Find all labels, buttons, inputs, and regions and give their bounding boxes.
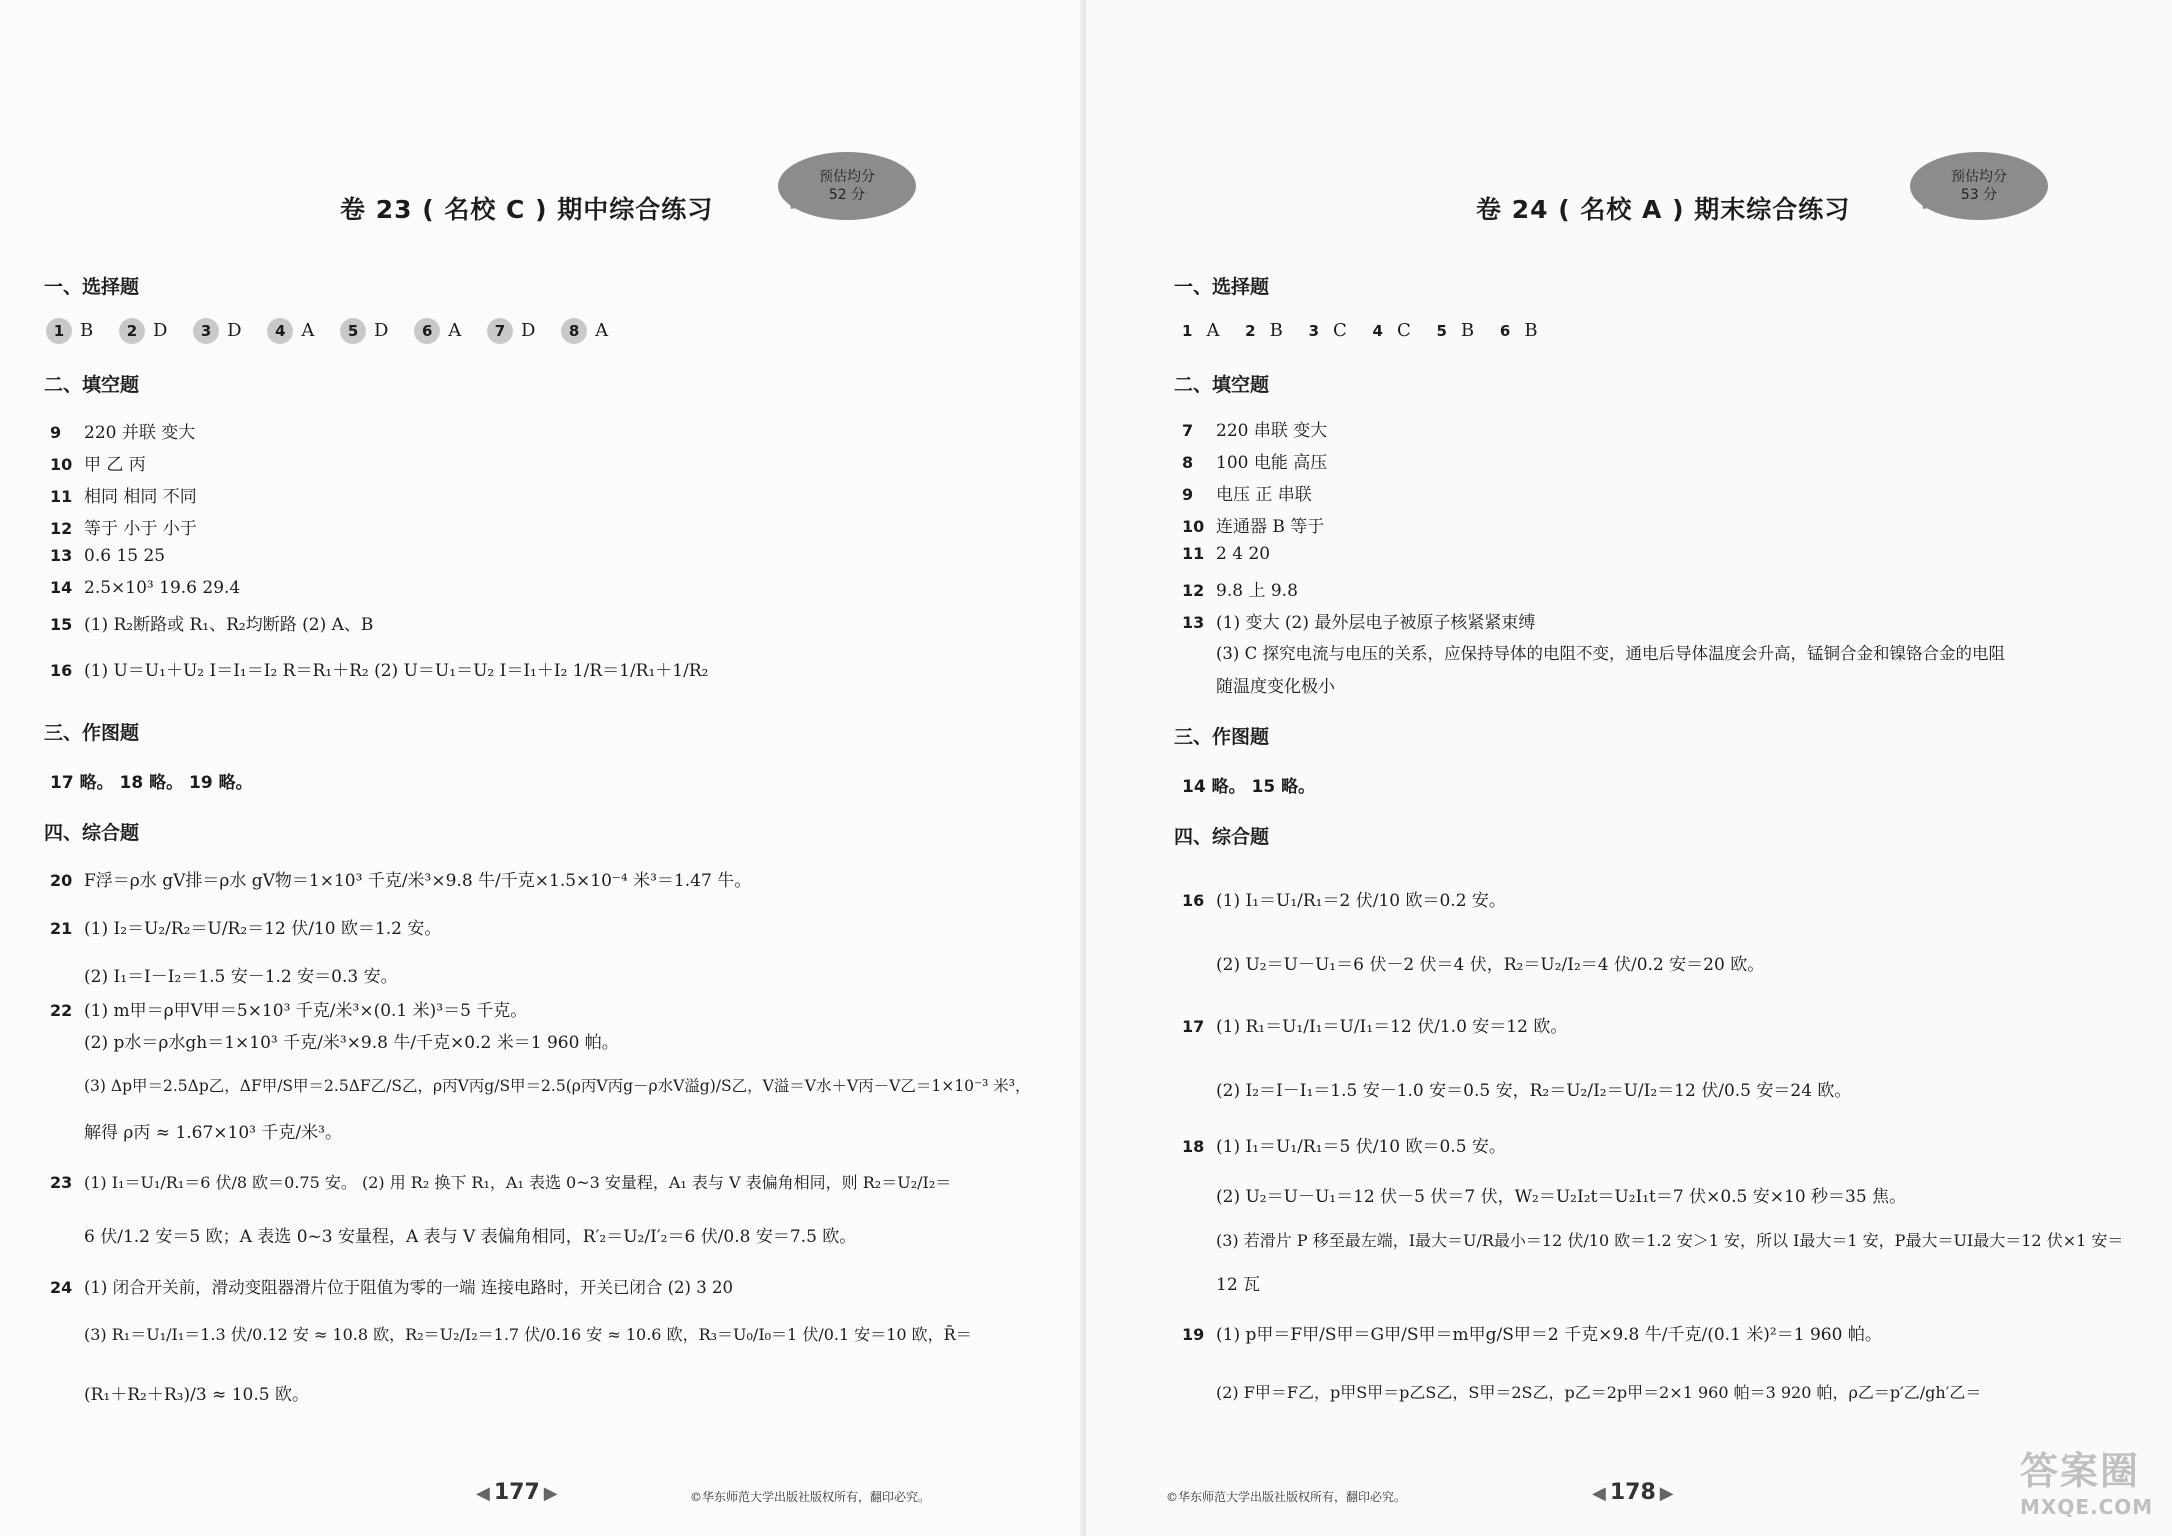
answer-line: 11 2 4 20 xyxy=(1182,544,1271,564)
section-heading: 一、选择题 xyxy=(1174,276,1270,298)
answer-line: (2) I₂＝I－I₁＝1.5 安－1.0 安＝0.5 安，R₂＝U₂/I₂＝U/I₂＝12 伏/0.5 安＝24 欧。 xyxy=(1216,1081,1852,1101)
answer-line: 21 (1) I₂＝U₂/R₂＝U/R₂＝12 伏/10 欧＝1.2 安。 xyxy=(50,919,442,939)
choice-answers xyxy=(46,318,628,344)
page-number: ◀ 177 ▶ xyxy=(476,1480,558,1505)
answer-line: 随温度变化极小 xyxy=(1216,677,1335,697)
section-heading: 二、填空题 xyxy=(44,374,140,396)
choice-answers xyxy=(1182,320,1558,341)
answer-line: (2) p水＝ρ水gh＝1×10³ 千克/米³×9.8 牛/千克×0.2 米＝1 960 帕。 xyxy=(84,1033,619,1053)
badge-label: 预估均分 xyxy=(819,169,875,185)
answer-line: (2) F甲＝F乙，p甲S甲＝p乙S乙，S甲＝2S乙，p乙＝2p甲＝2×1 960 帕＝3 920 帕，ρ乙＝p′乙/gh′乙＝ xyxy=(1216,1383,1982,1402)
answer-line: 16 (1) I₁＝U₁/R₁＝2 伏/10 欧＝0.2 安。 xyxy=(1182,891,1506,911)
answer-line: 23 (1) I₁＝U₁/R₁＝6 伏/8 欧＝0.75 安。 (2) 用 R₂ 换下 R₁，A₁ 表选 0~3 安量程，A₁ 表与 V 表偏角相同，则 R₂＝U₂/I₂＝ xyxy=(50,1173,952,1192)
answer-line: 13 0.6 15 25 xyxy=(50,546,166,566)
answer-line: 11 相同 相同 不同 xyxy=(50,487,197,507)
answer-line: 18 (1) I₁＝U₁/R₁＝5 伏/10 欧＝0.5 安。 xyxy=(1182,1137,1506,1157)
badge-value: 52 分 xyxy=(828,187,866,203)
score-badge xyxy=(778,152,916,220)
section-heading: 三、作图题 xyxy=(44,722,140,744)
score-badge xyxy=(1910,152,2048,220)
page-title: 卷 24 ( 名校 A ) 期末综合练习 xyxy=(1476,195,1851,224)
choice-item: 4 C xyxy=(1372,320,1411,341)
answer-line: 12 瓦 xyxy=(1216,1275,1261,1295)
page-title: 卷 23 ( 名校 C ) 期中综合练习 xyxy=(340,195,714,224)
answer-line: (2) I₁＝I－I₂＝1.5 安－1.2 安＝0.3 安。 xyxy=(84,967,398,987)
answer-line: 9 电压 正 串联 xyxy=(1182,485,1312,505)
choice-item: 7 D xyxy=(487,318,535,344)
answer-line: (3) Δp甲＝2.5Δp乙，ΔF甲/S甲＝2.5ΔF乙/S乙，ρ丙V丙g/S甲＝2.5(ρ丙V丙g－ρ水V溢g)/S乙，V溢＝V水＋V丙－V乙＝1×10⁻³ 米³， xyxy=(84,1077,1031,1095)
answer-line: 15 (1) R₂断路或 R₁、R₂均断路 (2) A、B xyxy=(50,615,374,635)
section-heading: 二、填空题 xyxy=(1174,374,1270,396)
copyright-notice: ©华东师范大学出版社版权所有，翻印必究。 xyxy=(1166,1490,1407,1504)
choice-item: 6 A xyxy=(414,318,461,344)
answer-line: 14 略。 15 略。 xyxy=(1182,777,1316,797)
choice-item: 5 D xyxy=(340,318,388,344)
choice-item: 5 B xyxy=(1436,320,1475,341)
right-page xyxy=(1086,0,2172,1536)
answer-line: 24 (1) 闭合开关前，滑动变阻器滑片位于阻值为零的一端 连接电路时，开关已闭合 (2) 3 20 xyxy=(50,1278,733,1297)
page-number: ◀ 178 ▶ xyxy=(1592,1480,1674,1505)
answer-line: 7 220 串联 变大 xyxy=(1182,421,1328,441)
answer-line: 8 100 电能 高压 xyxy=(1182,453,1328,473)
answer-line: 6 伏/1.2 安＝5 欧；A 表选 0~3 安量程，A 表与 V 表偏角相同，R′₂＝U₂/I′₂＝6 伏/0.8 安＝7.5 欧。 xyxy=(84,1227,857,1247)
choice-item: 6 B xyxy=(1499,320,1538,341)
answer-line: 19 (1) p甲＝F甲/S甲＝G甲/S甲＝m甲g/S甲＝2 千克×9.8 牛/千克/(0.1 米)²＝1 960 帕。 xyxy=(1182,1325,1882,1345)
choice-item: 2 B xyxy=(1245,320,1283,341)
answer-line: 解得 ρ丙 ≈ 1.67×10³ 千克/米³。 xyxy=(84,1123,342,1143)
choice-item: 3 D xyxy=(193,318,241,344)
answer-line: 13 (1) 变大 (2) 最外层电子被原子核紧紧束缚 xyxy=(1182,613,1536,633)
copyright-notice: ©华东师范大学出版社版权所有，翻印必究。 xyxy=(690,1490,931,1504)
answer-line: 16 (1) U＝U₁＋U₂ I＝I₁＝I₂ R＝R₁＋R₂ (2) U＝U₁＝U₂ I＝I₁＋I₂ 1/R＝1/R₁＋1/R₂ xyxy=(50,661,709,681)
answer-line: 17 (1) R₁＝U₁/I₁＝U/I₁＝12 伏/1.0 安＝12 欧。 xyxy=(1182,1017,1568,1037)
answer-line: 20 F浮＝ρ水 gV排＝ρ水 gV物＝1×10³ 千克/米³×9.8 牛/千克×1.5×10⁻⁴ 米³＝1.47 牛。 xyxy=(50,871,752,891)
answer-line: (2) U₂＝U－U₁＝12 伏－5 伏＝7 伏，W₂＝U₂I₂t＝U₂I₁t＝7 伏×0.5 安×10 秒＝35 焦。 xyxy=(1216,1187,1907,1207)
answer-line: 9 220 并联 变大 xyxy=(50,423,196,443)
answer-line: (2) U₂＝U－U₁＝6 伏－2 伏＝4 伏，R₂＝U₂/I₂＝4 伏/0.2 安＝20 欧。 xyxy=(1216,955,1765,975)
choice-item: 4 A xyxy=(267,318,314,344)
answer-line: 14 2.5×10³ 19.6 29.4 xyxy=(50,578,241,598)
watermark-logo: 答案圈 MXQE.COM xyxy=(2020,1449,2154,1519)
section-heading: 四、综合题 xyxy=(44,822,140,844)
answer-line: 12 9.8 上 9.8 xyxy=(1182,581,1298,601)
answer-line: (3) R₁＝U₁/I₁＝1.3 伏/0.12 安 ≈ 10.8 欧，R₂＝U₂/I₂＝1.7 伏/0.16 安 ≈ 10.6 欧，R₃＝U₀/I₀＝1 伏/0.1 安＝10 欧，R̄＝ xyxy=(84,1325,972,1344)
section-heading: 一、选择题 xyxy=(44,276,140,298)
choice-item: 1 B xyxy=(46,318,93,344)
choice-item: 2 D xyxy=(119,318,167,344)
choice-item: 3 C xyxy=(1308,320,1347,341)
answer-line: (3) C 探究电流与电压的关系，应保持导体的电阻不变，通电后导体温度会升高，锰铜合金和镍铬合金的电阻 xyxy=(1216,644,2005,663)
choice-item: 8 A xyxy=(561,318,608,344)
answer-line: (3) 若滑片 P 移至最左端，I最大＝U/R最小＝12 伏/10 欧＝1.2 安＞1 安，所以 I最大＝1 安，P最大＝UI最大＝12 伏×1 安＝ xyxy=(1216,1231,2124,1250)
answer-line: 10 甲 乙 丙 xyxy=(50,455,146,475)
section-heading: 三、作图题 xyxy=(1174,726,1270,748)
answer-line: 22 (1) m甲＝ρ甲V甲＝5×10³ 千克/米³×(0.1 米)³＝5 千克。 xyxy=(50,1001,528,1021)
answer-line: (R₁＋R₂＋R₃)/3 ≈ 10.5 欧。 xyxy=(84,1385,309,1405)
choice-item: 1 A xyxy=(1182,320,1220,341)
badge-value: 53 分 xyxy=(1960,187,1998,203)
answer-line: 17 略。 18 略。 19 略。 xyxy=(50,773,253,793)
answer-line: 12 等于 小于 小于 xyxy=(50,519,197,539)
answer-line: 10 连通器 B 等于 xyxy=(1182,517,1325,537)
section-heading: 四、综合题 xyxy=(1174,826,1270,848)
badge-label: 预估均分 xyxy=(1951,169,2007,185)
